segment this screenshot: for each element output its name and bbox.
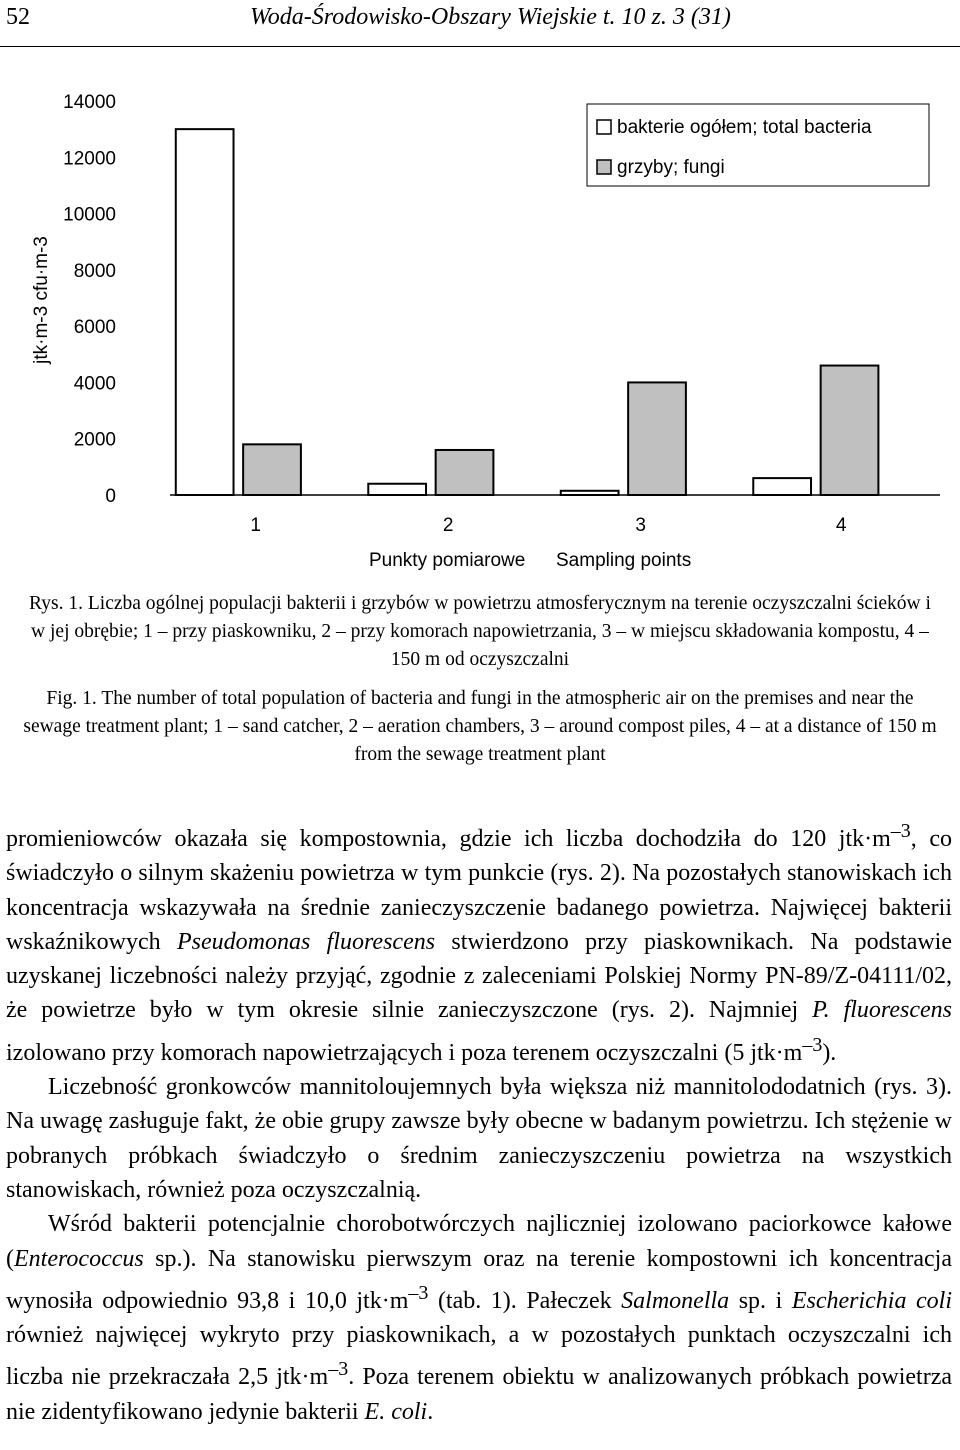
bar-fungi-2 <box>436 450 494 495</box>
y-tick-label: 6000 <box>73 317 116 339</box>
caption-text-pl: Liczba ogólnej populacji bakterii i grzybów w powietrzu atmosferycznym na terenie oczyszczalni ścieków i w jej obrębie; 1 – przy piaskowniku, 2 – przy komorach napowietrzania, 3 – w miejscu składowania kompostu, 4 – 150 m od oczyszczalni <box>31 593 931 670</box>
bar-bacteria-1 <box>176 129 234 495</box>
page-number: 52 <box>6 4 30 30</box>
bar-fungi-4 <box>821 366 879 495</box>
y-axis-label <box>31 236 52 365</box>
caption-label-en: Fig. 1. <box>46 688 97 709</box>
x-tick-label: 1 <box>250 515 261 536</box>
legend-swatch-fungi <box>597 160 611 174</box>
legend-label-bacteria: bakterie ogółem; total bacteria <box>617 117 872 138</box>
caption-label-pl: Rys. 1. <box>29 593 83 614</box>
x-tick-labels <box>250 515 847 536</box>
bar-fungi-3 <box>628 382 686 495</box>
running-title: Woda-Środowisko-Obszary Wiejskie t. 10 z. 3 (31) <box>250 4 731 30</box>
bar-fungi-1 <box>243 444 301 495</box>
y-tick-label: 10000 <box>63 204 116 226</box>
y-tick-label: 2000 <box>73 429 116 451</box>
y-axis-title: jtk·m-3 cfu·m-3 <box>31 236 52 364</box>
figure-caption-pl <box>20 590 940 674</box>
caption-text-en: The number of total population of bacteria and fungi in the atmospheric air on the premises and near the sewage treatment plant; 1 – sand catcher, 2 – aeration chambers, 3 – around compost piles, 4 – at a distance of 150 m from the sewage treatment plant <box>23 688 937 765</box>
paragraph: promieniowców okazała się kompostownia, gdzie ich liczba dochodziła do 120 $jtk\cdot m^{-3}$, co świadczyło o silnym skażeniu powietrza w tym punkcie (rys. 2). Na pozostałych stanowiskach ich koncentracja wskazywała na średnie zanieczyszczenie badanego powietrza. Najwięcej bakterii wskaźnikowych Pseudomonas fluorescens stwierdzono przy piaskownikach. Na podstawie uzyskanej liczebności należy przyjąć, zgodnie z zaleceniami Polskiej Normy PN-89/Z-04111/02, że powietrze było w tym okresie silnie zanieczyszczone (rys. 2). Najmniej P. fluorescens izolowano przy komorach napowietrzających i poza terenem oczyszczalni (5 $jtk\cdot m^{-3}$). <box>6 820 953 1066</box>
y-tick-label: 0 <box>105 486 116 507</box>
x-tick-label: 2 <box>442 515 454 536</box>
y-tick-label: 8000 <box>73 260 116 282</box>
x-axis-label-en: Sampling points <box>556 550 692 571</box>
x-axis-label-pl: Punkty pomiarowe <box>369 550 526 571</box>
x-tick-label: 3 <box>635 515 646 536</box>
paragraph: Liczebność gronkowców mannitoloujemnych była większa niż mannitolododatnich (rys. 3). Na uwagę zasługuje fakt, że obie grupy zawsze były obecne w badanym powietrzu. Ich stężenie w pobranych próbkach świadczyło o średnim zanieczyszczeniu powietrza na wszystkich stanowiskach, również poza oczyszczalnią. <box>6 1074 952 1203</box>
legend-swatch-bacteria <box>597 120 611 134</box>
figure-caption-en <box>20 685 940 769</box>
bar-bacteria-4 <box>753 478 811 495</box>
bar-bacteria-2 <box>368 484 426 495</box>
y-tick-label: 14000 <box>63 92 116 113</box>
chart-legend <box>587 104 929 186</box>
y-tick-labels <box>63 92 116 507</box>
y-tick-label: 12000 <box>63 148 116 170</box>
body-text <box>6 814 952 1429</box>
paragraph: Wśród bakterii potencjalnie chorobotwórczych najliczniej izolowano paciorkowce kałowe (Enterococcus sp.). Na stanowisku pierwszym oraz na terenie kompostowni ich koncentracja wynosiła odpowiednio 93,8 i 10,0 $jtk\cdot m^{-3}$ (tab. 1). Pałeczek Salmonella sp. i Escherichia coli również najwięcej wykryto przy piaskownikach, a w pozostałych punktach oczyszczalni ich liczba nie przekraczała 2,5 $jtk\cdot m^{-3}$. Poza terenem obiektu w analizowanych próbkach powietrza nie zidentyfikowano jedynie bakterii E. coli. <box>6 1211 952 1425</box>
bar-chart <box>0 70 960 580</box>
legend-label-fungi: grzyby; fungi <box>617 157 725 178</box>
x-tick-label: 4 <box>835 515 847 536</box>
page-header <box>0 0 960 47</box>
y-tick-label: 4000 <box>73 373 116 395</box>
